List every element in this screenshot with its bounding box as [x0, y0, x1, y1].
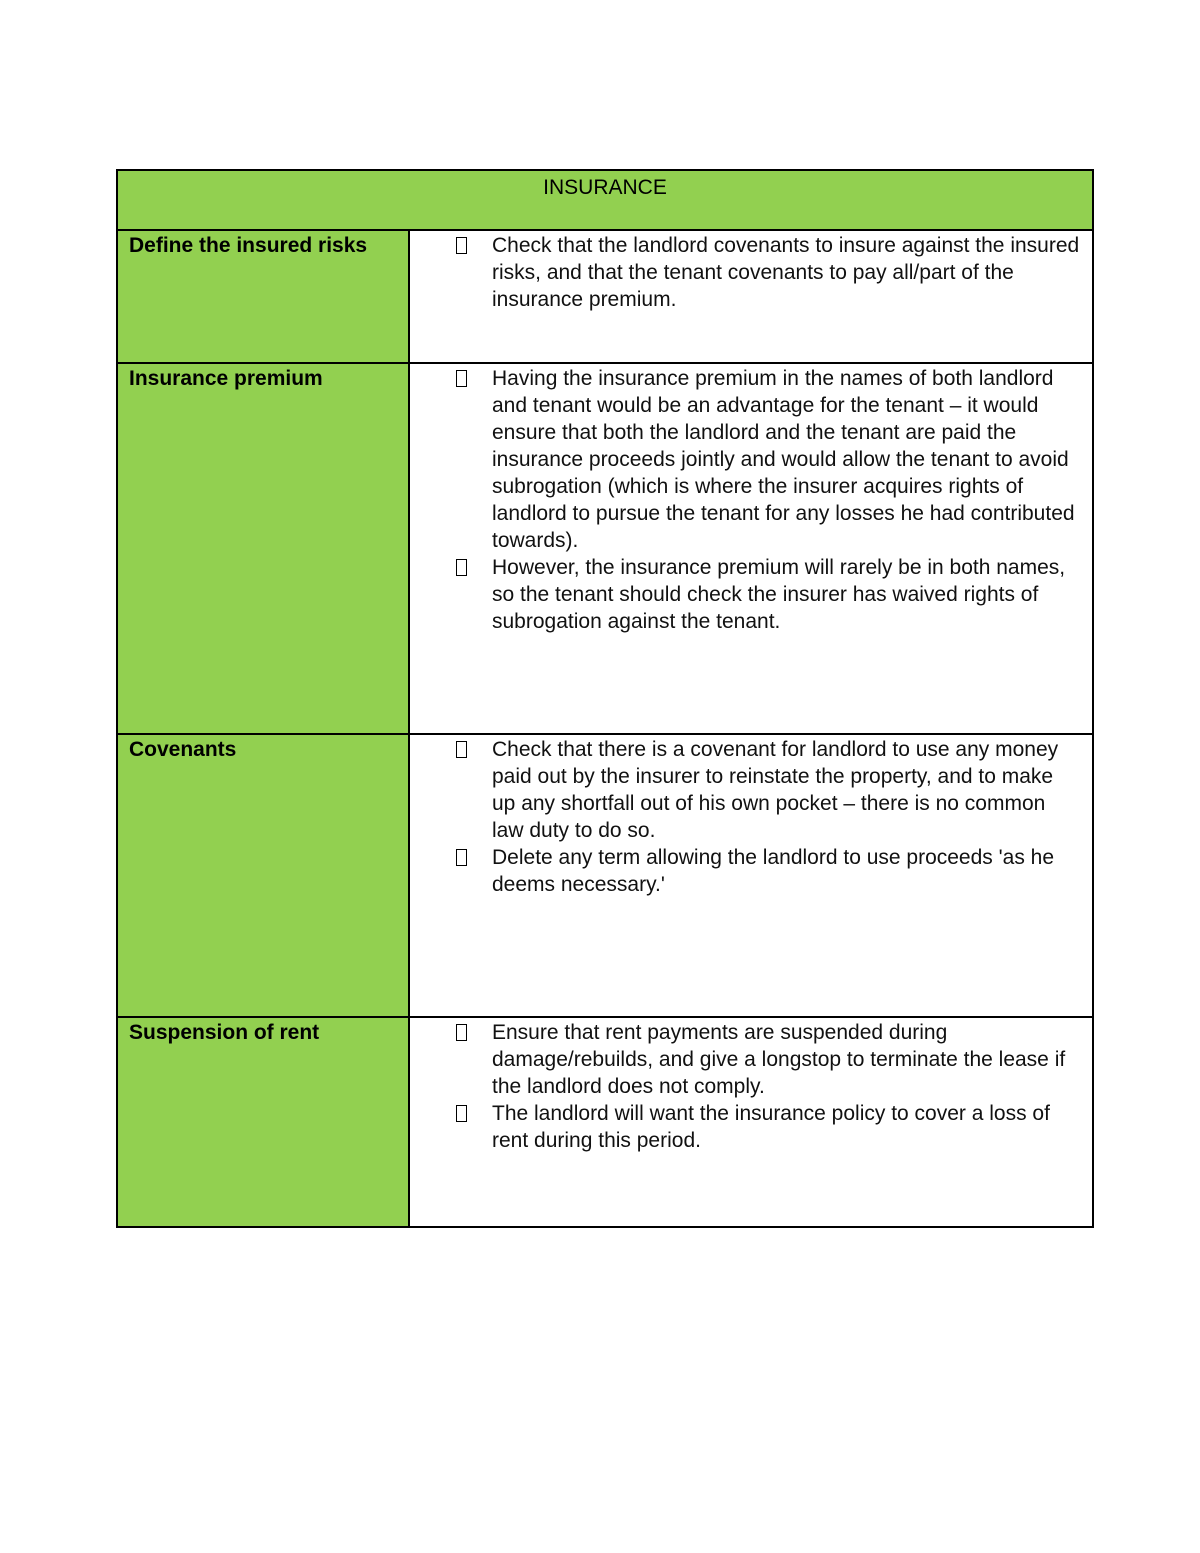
missing-glyph-box-icon: [410, 1019, 492, 1041]
bullet-text: However, the insurance premium will rarely be in both names, so the tenant should check the insurer has waived rights of subrogation against the tenant.: [492, 556, 1066, 633]
missing-glyph-box-icon: [410, 1100, 492, 1122]
list-item: [410, 554, 1080, 635]
bullet-list: [410, 365, 1080, 635]
row-label-insurance-premium: Insurance premium: [117, 363, 409, 734]
bullet-text: Having the insurance premium in the names of both landlord and tenant would be an advantage for the tenant – it would ensure that both the landlord and the tenant are paid the insurance proceeds jointly and would allow the tenant to avoid subrogation (which is where the insurer acquires rights of landlord to pursue the tenant for any losses he had contributed towards).: [492, 367, 1075, 552]
bullet-text: Check that there is a covenant for landlord to use any money paid out by the insurer to reinstate the property, and to make up any shortfall out of his own pocket – there is no common law duty to do so.: [492, 738, 1059, 842]
bullet-text: Delete any term allowing the landlord to use proceeds 'as he deems necessary.': [492, 846, 1055, 896]
bullet-text: Ensure that rent payments are suspended during damage/rebuilds, and give a longstop to terminate the lease if the landlord does not comply.: [492, 1021, 1066, 1098]
row-label-covenants: Covenants: [117, 734, 409, 1017]
row-content-insured-risks: [409, 230, 1093, 363]
row-content-covenants: [409, 734, 1093, 1017]
row-content-insurance-premium: [409, 363, 1093, 734]
table-row: [117, 1017, 1093, 1227]
missing-glyph-box-icon: [410, 554, 492, 576]
list-item: [410, 844, 1080, 898]
missing-glyph-box-icon: [410, 365, 492, 387]
row-label-insured-risks: Define the insured risks: [117, 230, 409, 363]
missing-glyph-box-icon: [410, 844, 492, 866]
list-item: [410, 736, 1080, 844]
insurance-table: [116, 169, 1094, 1228]
row-content-suspension-of-rent: [409, 1017, 1093, 1227]
bullet-list: [410, 1019, 1080, 1154]
missing-glyph-box-icon: [410, 736, 492, 758]
table-row: [117, 734, 1093, 1017]
table-title: INSURANCE: [117, 170, 1093, 230]
list-item: [410, 365, 1080, 554]
list-item: [410, 1019, 1080, 1100]
bullet-text: Check that the landlord covenants to insure against the insured risks, and that the tenant covenants to pay all/part of the insurance premium.: [492, 234, 1080, 311]
list-item: [410, 232, 1080, 313]
list-item: [410, 1100, 1080, 1154]
table-header-row: [117, 170, 1093, 230]
missing-glyph-box-icon: [410, 232, 492, 254]
bullet-list: [410, 736, 1080, 898]
row-label-suspension-of-rent: Suspension of rent: [117, 1017, 409, 1227]
bullet-text: The landlord will want the insurance policy to cover a loss of rent during this period.: [492, 1102, 1050, 1152]
table-row: [117, 363, 1093, 734]
bullet-list: [410, 232, 1080, 313]
table-row: [117, 230, 1093, 363]
